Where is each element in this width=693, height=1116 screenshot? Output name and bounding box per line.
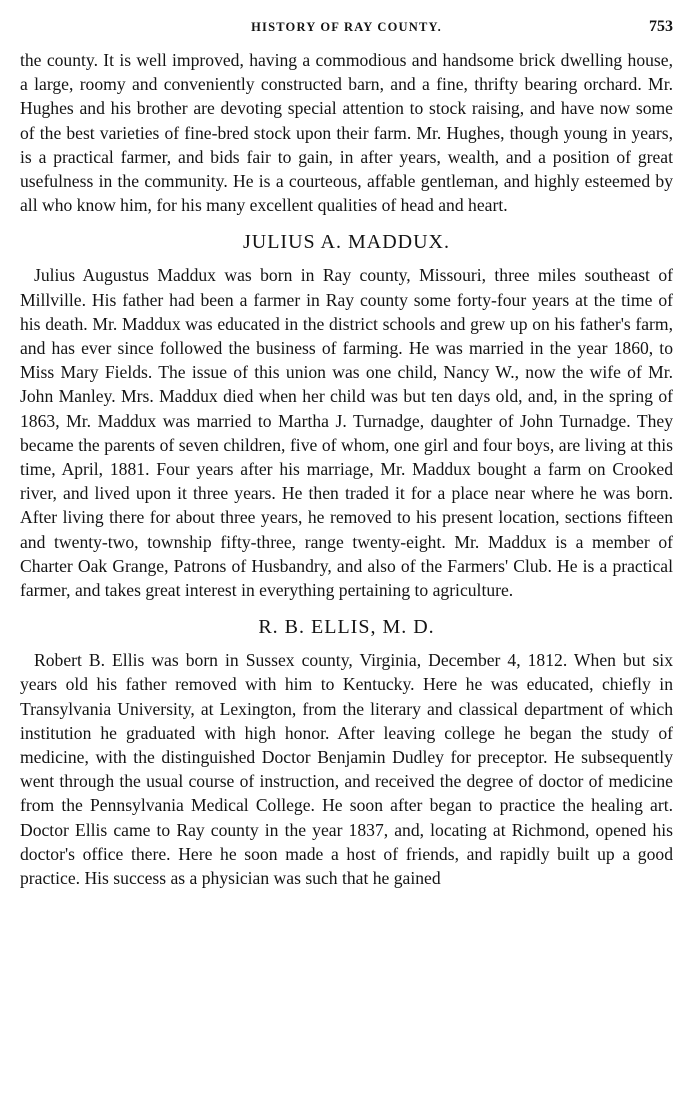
maddux-heading: JULIUS A. MADDUX. — [242, 231, 450, 254]
maddux-paragraph: Julius Augustus Maddux was born in Ray county, Missouri, three miles southeast of Millville. His father had been a farmer in Ray county some forty-four years at the time of his death. Mr. Maddux was educated in the district schools and grew up on his father's farm, and has ever since followed the business of farming. He was married in the year 1860, to Miss Mary Fields. The issue of this union was one child, Nancy W., now the wife of Mr. John Manley. Mrs. Maddux died when her child was but ten days old, and, in the spring of 1863, Mr. Maddux was married to Martha J. Turnadge, daughter of John Turnadge. They became the parents of seven children, five of whom, one girl and four boys, are living at this time, April, 1881. Four years after his marriage, Mr. Maddux bought a farm on Crooked river, and lived upon it three years. He then traded it for a place near where he was born. After living there for about three years, he removed to his present location, sections fifteen and twenty-two, township fifty-three, range twenty-eight. Mr. Maddux is a member of Charter Oak Grange, Patrons of Husbandry, and also of the Farmers' Club. He is a practical farmer, and takes great interest in everything pertaining to agriculture. — [20, 265, 673, 601]
hughes-continued-paragraph: the county. It is well improved, having a commodious and handsome brick dwelling house, a large, roomy and conveniently constructed barn, and a fine, thrifty bearing orchard. Mr. Hughes and his brother are devoting special attention to stock raising, and have now some of the best varieties of fine-bred stock upon their farm. Mr. Hughes, though young in years, is a practical farmer, and bids fair to gain, in after years, wealth, and a position of great usefulness in the community. He is a courteous, affable gentleman, and highly esteemed by all who know him, for his many excellent qualities of head and heart. — [20, 50, 673, 216]
running-header — [20, 18, 673, 48]
ellis-paragraph: Robert B. Ellis was born in Sussex county, Virginia, December 4, 1812. When but six years old his father removed with him to Kentucky. Here he was educated, chiefly in Transylvania University, at Lexington, from the literary and classical department of which institution he graduated with high honor. After leaving college he began the study of medicine, with the distinguished Doctor Benjamin Dudley for preceptor. He subsequently went through the usual course of instruction, and received the degree of doctor of medicine from the Pennsylvania Medical College. He soon after began to practice the healing art. Doctor Ellis came to Ray county in the year 1837, and, locating at Richmond, opened his doctor's office there. Here he soon made a host of friends, and rapidly built up a good practice. His success as a physician was such that he gained — [20, 650, 673, 889]
page-number: 753 — [649, 18, 673, 35]
running-title: HISTORY OF RAY COUNTY. — [251, 20, 442, 34]
ellis-heading: R. B. ELLIS, M. D. — [258, 616, 435, 639]
